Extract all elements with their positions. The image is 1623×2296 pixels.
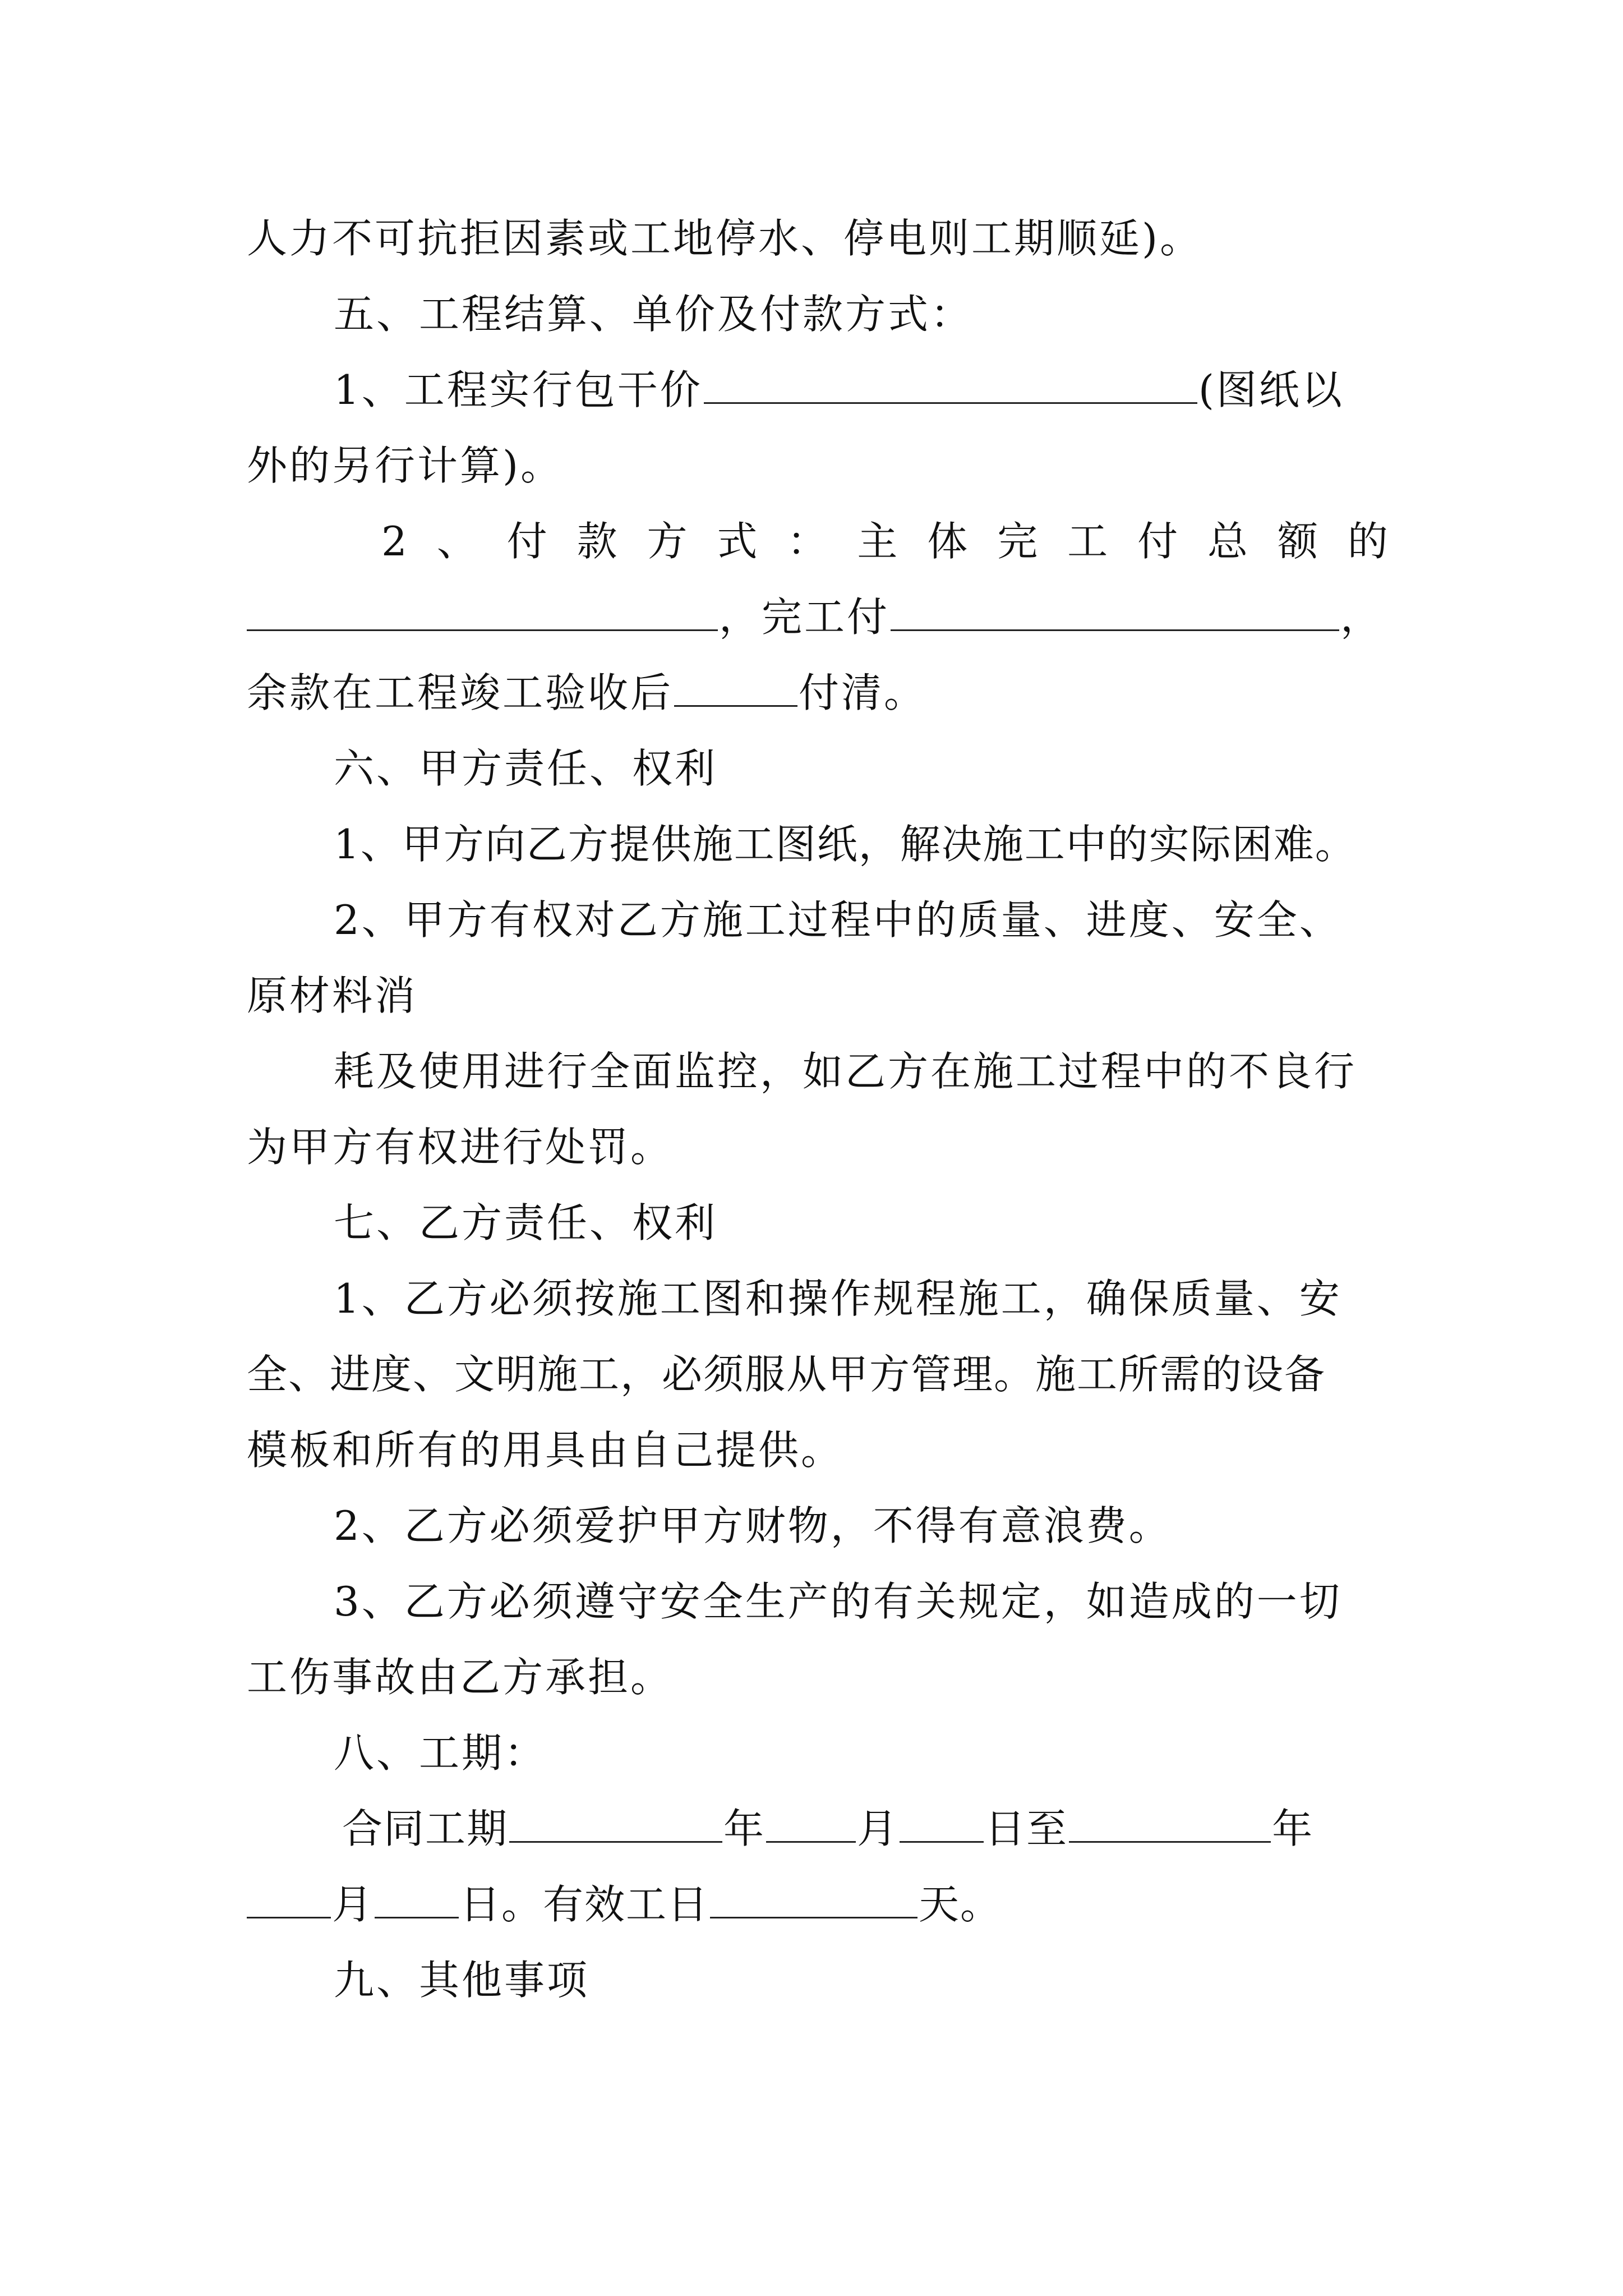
clause-5-2-comma: ，: [1340, 593, 1384, 641]
clause-5-2-line-3: [247, 665, 1391, 721]
section-8-heading: 八、工期：: [334, 1729, 547, 1777]
section-7-heading: 七、乙方责任、权利: [334, 1199, 718, 1246]
clause-7-1: 1、乙方必须按施工图和操作规程施工，确保质量、安: [334, 1275, 1342, 1322]
balance-tail: 付清。: [799, 669, 927, 716]
clause-7-3-line-2: 工伤事故由乙方承担。: [247, 1654, 674, 1701]
end-day-blank[interactable]: [375, 1882, 459, 1918]
start-year-blank[interactable]: [509, 1806, 722, 1843]
completion-payment-blank[interactable]: [891, 595, 1339, 631]
main-body-payment-blank[interactable]: [247, 595, 718, 631]
clause-5-2-char: 款: [577, 518, 617, 565]
clause-5-2-char: 2: [381, 518, 407, 565]
clause-7-2: 2、乙方必须爱护甲方财物，不得有意浪费。: [334, 1502, 1172, 1549]
balance-blank[interactable]: [674, 670, 797, 707]
clause-6-2-line-4: 为甲方有权进行处罚。: [247, 1124, 674, 1171]
clause-6-2-line-2: 原材料消: [247, 972, 418, 1019]
month-label: 月: [857, 1805, 899, 1852]
clause-5-2-char: 额: [1277, 518, 1318, 565]
contract-period-label: 合同工期: [342, 1805, 509, 1852]
section-9-heading: 九、其他事项: [334, 1957, 590, 2004]
clause-7-3: 3、乙方必须遵守安全生产的有关规定，如造成的一切: [334, 1578, 1342, 1625]
clause-5-1-continued: 外的另行计算)。: [247, 442, 564, 489]
clause-5-2-char: 式: [717, 518, 758, 565]
clause-5-1-label: 1、工程实行包干价: [334, 366, 703, 413]
clause-6-1: 1、甲方向乙方提供施工图纸，解决施工中的实际困难。: [334, 821, 1357, 868]
start-day-blank[interactable]: [900, 1806, 984, 1843]
balance-label: 余款在工程竣工验收后: [247, 669, 674, 716]
clause-7-1-line-3: 模板和所有的用具由自己提供。: [247, 1427, 844, 1474]
fixed-price-blank[interactable]: [704, 367, 1197, 404]
clause-5-2-char: ：: [787, 518, 828, 565]
clause-5-2-char: 主: [857, 518, 898, 565]
effective-days-label: 日。有效工日: [460, 1881, 709, 1928]
clause-5-2-char: 付: [1137, 518, 1178, 565]
clause-5-2-char: 总: [1207, 518, 1248, 565]
contract-period-line-1: [342, 1801, 1399, 1857]
year-label: 年: [723, 1805, 766, 1852]
days-unit-label: 天。: [919, 1881, 1002, 1928]
day-to-label: 日至: [985, 1805, 1068, 1852]
clause-5-2-char: 完: [997, 518, 1038, 565]
clause-5-2-char: 的: [1347, 518, 1388, 565]
contract-period-line-2: [247, 1876, 1391, 1932]
clause-6-2-line-3: 耗及使用进行全面监控，如乙方在施工过程中的不良行: [334, 1048, 1357, 1095]
start-month-blank[interactable]: [766, 1806, 856, 1843]
clause-5-2-char: 工: [1067, 518, 1108, 565]
end-month-label: 月: [332, 1881, 374, 1928]
clause-7-1-line-2: 全、进度、文明施工，必须服从甲方管理。施工所需的设备: [247, 1351, 1326, 1398]
clause-5-1-tail: (图纸以: [1198, 366, 1344, 413]
clause-5-2-completion-label: ，完工付: [719, 593, 890, 641]
section-6-heading: 六、甲方责任、权利: [334, 745, 718, 792]
end-year-blank[interactable]: [1069, 1806, 1271, 1843]
clause-5-2-char: 方: [647, 518, 688, 565]
clause-6-2: 2、甲方有权对乙方施工过程中的质量、进度、安全、: [334, 896, 1342, 944]
section-5-heading: 五、工程结算、单价及付款方式：: [334, 291, 974, 338]
text-line-1: 人力不可抗拒因素或工地停水、停电则工期顺延)。: [247, 215, 1203, 262]
clause-5-2: [381, 513, 1388, 569]
effective-days-blank[interactable]: [710, 1882, 917, 1918]
clause-5-1: [334, 362, 1391, 418]
clause-5-2-char: 、: [436, 518, 477, 565]
clause-5-2-line-2: [247, 589, 1391, 645]
end-month-blank[interactable]: [247, 1882, 331, 1918]
clause-5-2-char: 体: [927, 518, 968, 565]
clause-5-2-char: 付: [506, 518, 547, 565]
end-year-label: 年: [1272, 1805, 1314, 1852]
